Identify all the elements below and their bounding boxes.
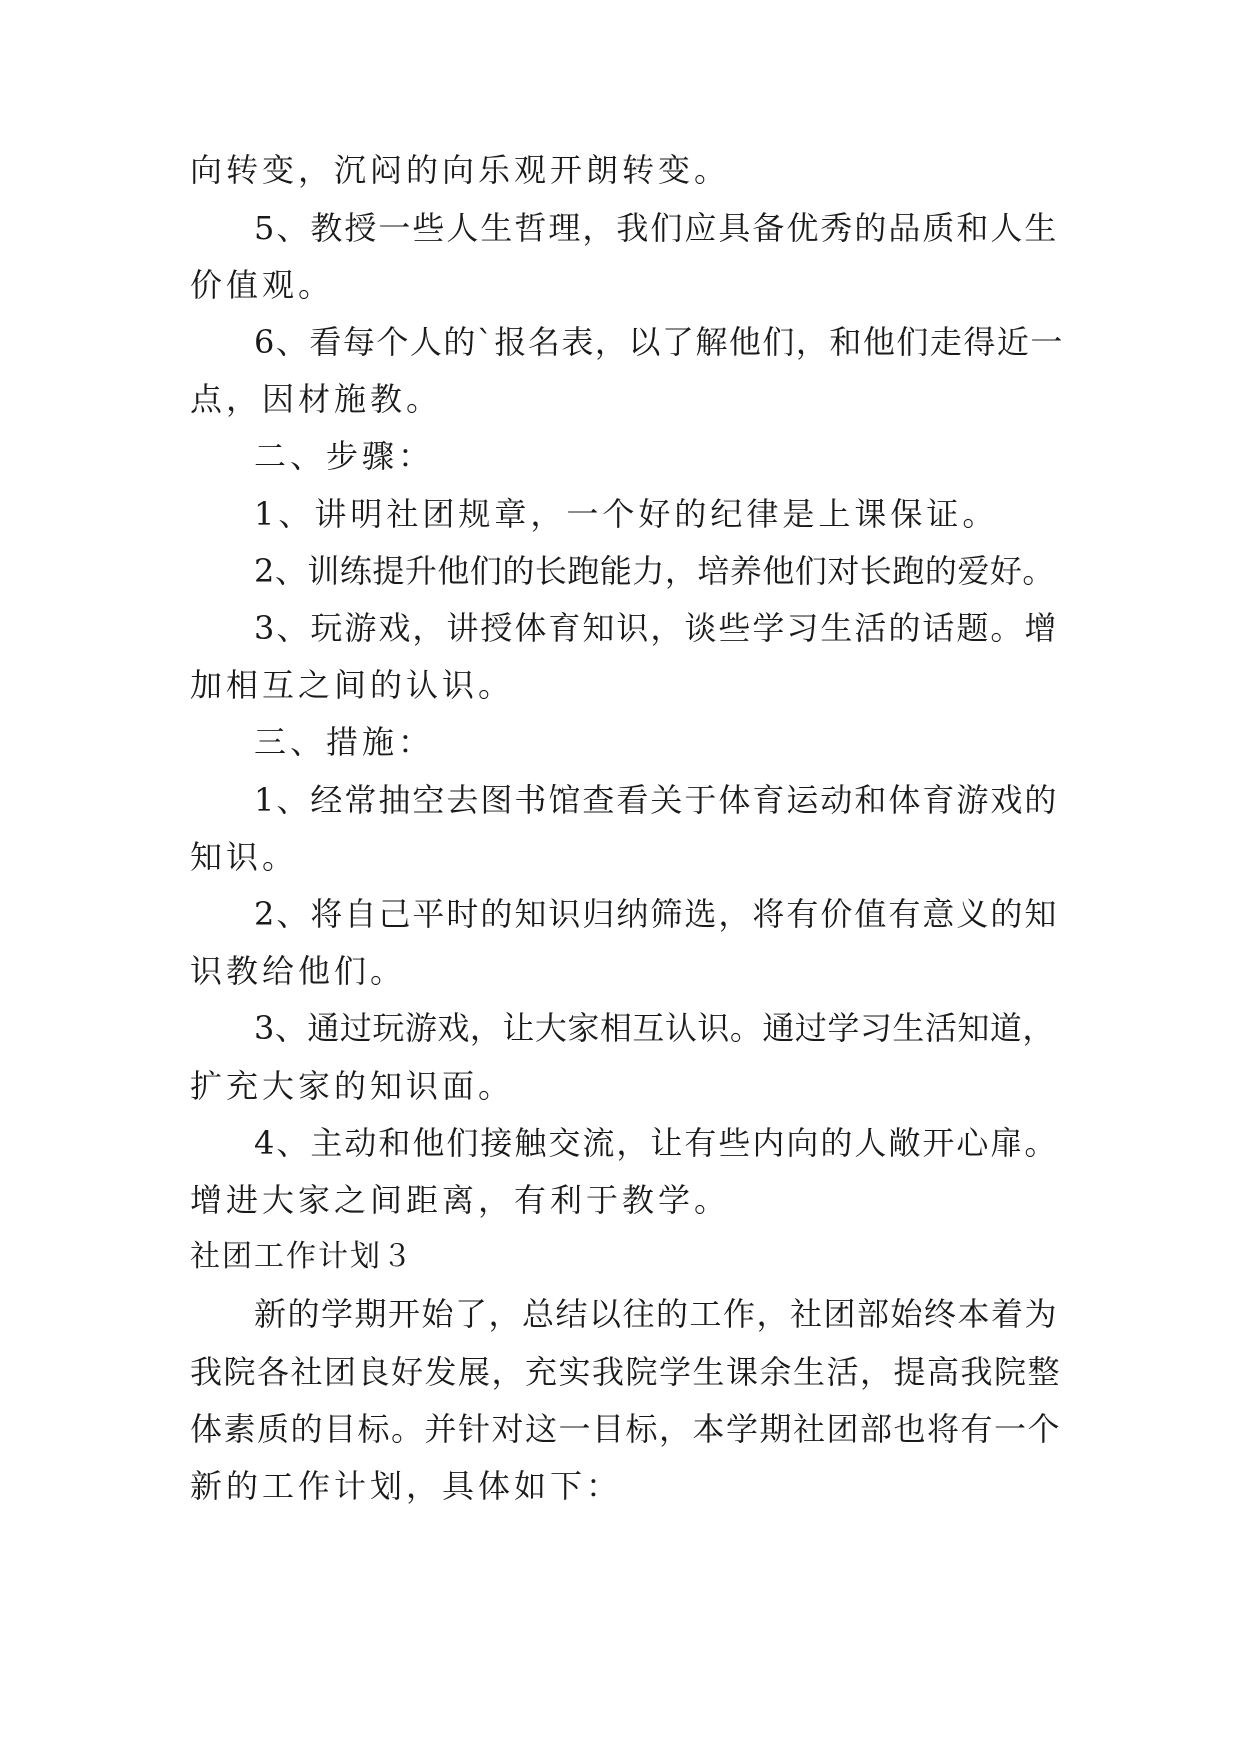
text-line: 2、训练提升他们的长跑能力，培养他们对长跑的爱好。	[254, 552, 1055, 590]
text-line: 扩充大家的知识面。	[190, 1067, 515, 1105]
text-line: 新的工作计划，具体如下：	[190, 1467, 623, 1505]
text-line: 2、将自己平时的知识归纳筛选，将有价值有意义的知	[254, 895, 1059, 933]
section-heading: 三、措施：	[254, 723, 435, 761]
text-line: 4、主动和他们接触交流，让有些内向的人敞开心扉。	[254, 1124, 1059, 1162]
text-line: 点，因材施教。	[190, 380, 443, 418]
text-line: 5、教授一些人生哲理，我们应具备优秀的品质和人生	[254, 209, 1059, 247]
text-line: 1、讲明社团规章，一个好的纪律是上课保证。	[254, 495, 999, 533]
text-line: 我院各社团良好发展，充实我院学生课余生活，提高我院整	[190, 1353, 1062, 1391]
text-line: 新的学期开始了，总结以往的工作，社团部始终本着为	[254, 1295, 1059, 1333]
document-title: 社团工作计划３	[190, 1239, 414, 1274]
text-line: 6、看每个人的`报名表，以了解他们，和他们走得近一	[254, 323, 1064, 361]
text-line: 知识。	[190, 838, 299, 876]
section-heading: 二、步骤：	[254, 437, 435, 475]
text-line: 增进大家之间距离，有利于教学。	[190, 1181, 731, 1219]
text-line: 1、经常抽空去图书馆查看关于体育运动和体育游戏的	[254, 781, 1059, 819]
text-line: 体素质的目标。并针对这一目标，本学期社团部也将有一个	[190, 1410, 1062, 1448]
text-line: 价值观。	[190, 266, 335, 304]
text-line: 识教给他们。	[190, 952, 407, 990]
text-line: 向转变，沉闷的向乐观开朗转变。	[190, 151, 731, 189]
text-line: 加相互之间的认识。	[190, 666, 515, 704]
text-line: 3、玩游戏，讲授体育知识，谈些学习生活的话题。增	[254, 609, 1059, 647]
text-line: 3、通过玩游戏，让大家相互认识。通过学习生活知道，	[254, 1009, 1055, 1047]
